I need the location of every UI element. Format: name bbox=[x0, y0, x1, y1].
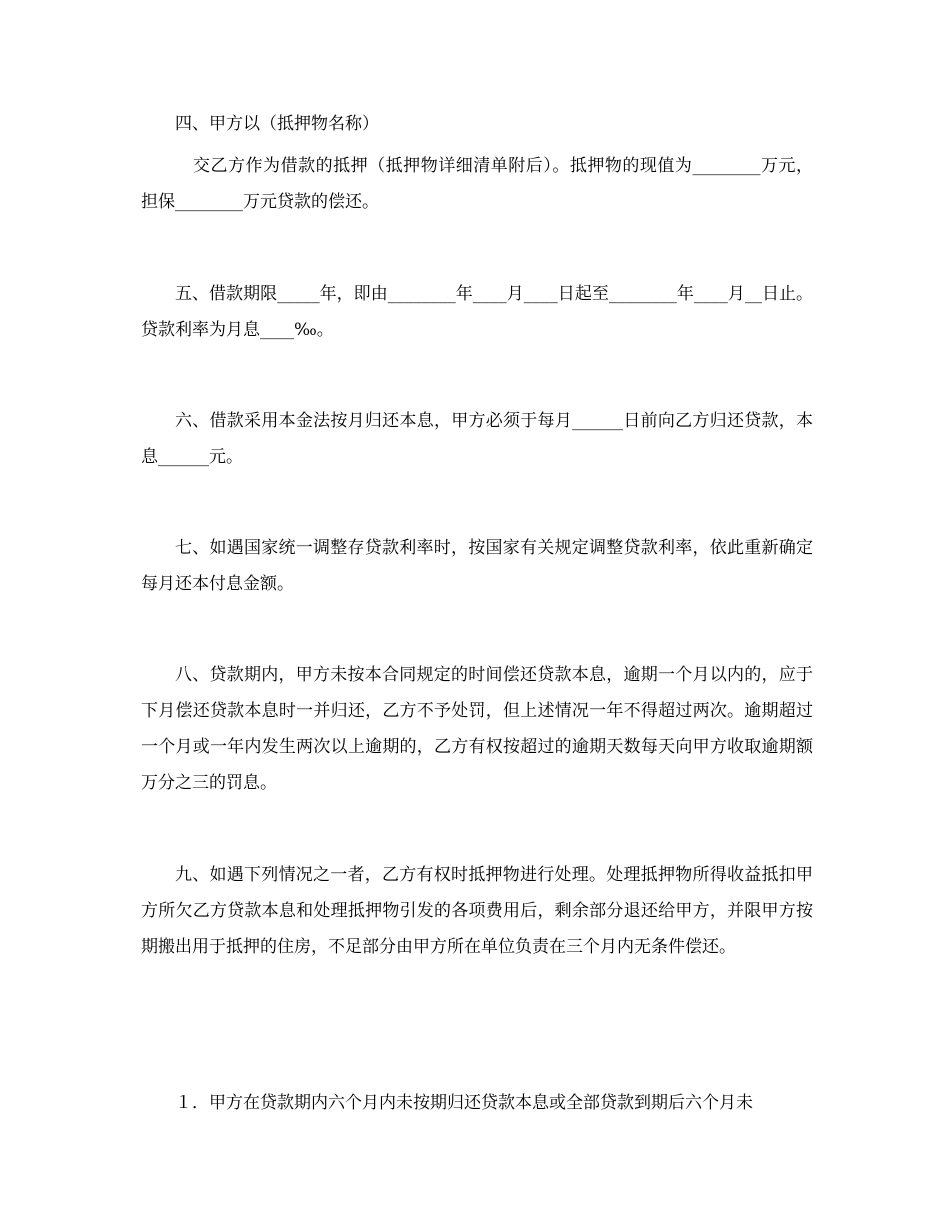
clause-7: 七、如遇国家统一调整存贷款利率时，按国家有关规定调整贷款利率，依此重新确定每月还本付息金额。 bbox=[141, 538, 813, 594]
clause-5: 五、借款期限_____年，即由________年____月____日起至________年____月__日止。贷款利率为月息____‰。 bbox=[141, 284, 813, 340]
clause-6: 六、借款采用本金法按月归还本息，甲方必须于每月______日前向乙方归还贷款，本息______元。 bbox=[141, 411, 813, 467]
clause-8: 八、贷款期内，甲方未按本合同规定的时间偿还贷款本息，逾期一个月以内的，应于下月偿还贷款本息时一并归还，乙方不予处罚，但上述情况一年不得超过两次。逾期超过一个月或一年内发生两次以上逾期的，乙方有权按超过的逾期天数每天向甲方收取逾期额万分之三的罚息。 bbox=[141, 665, 813, 793]
clause-9: 九、如遇下列情况之一者，乙方有权时抵押物进行处理。处理抵押物所得收益抵扣甲方所欠乙方贷款本息和处理抵押物引发的各项费用后，剩余部分退还给甲方，并限甲方按期搬出用于抵押的住房，不足部分由甲方所在单位负责在三个月内无条件偿还。 bbox=[141, 865, 813, 957]
clause-4-heading: 四、甲方以（抵押物名称） bbox=[175, 114, 379, 134]
clause-9-item-1: １．甲方在贷款期内六个月内未按期归还贷款本息或全部贷款到期后六个月未 bbox=[175, 1093, 753, 1113]
clause-4-body: 交乙方作为借款的抵押（抵押物详细清单附后）。抵押物的现值为________万元，担保________万元贷款的偿还。 bbox=[141, 156, 813, 212]
